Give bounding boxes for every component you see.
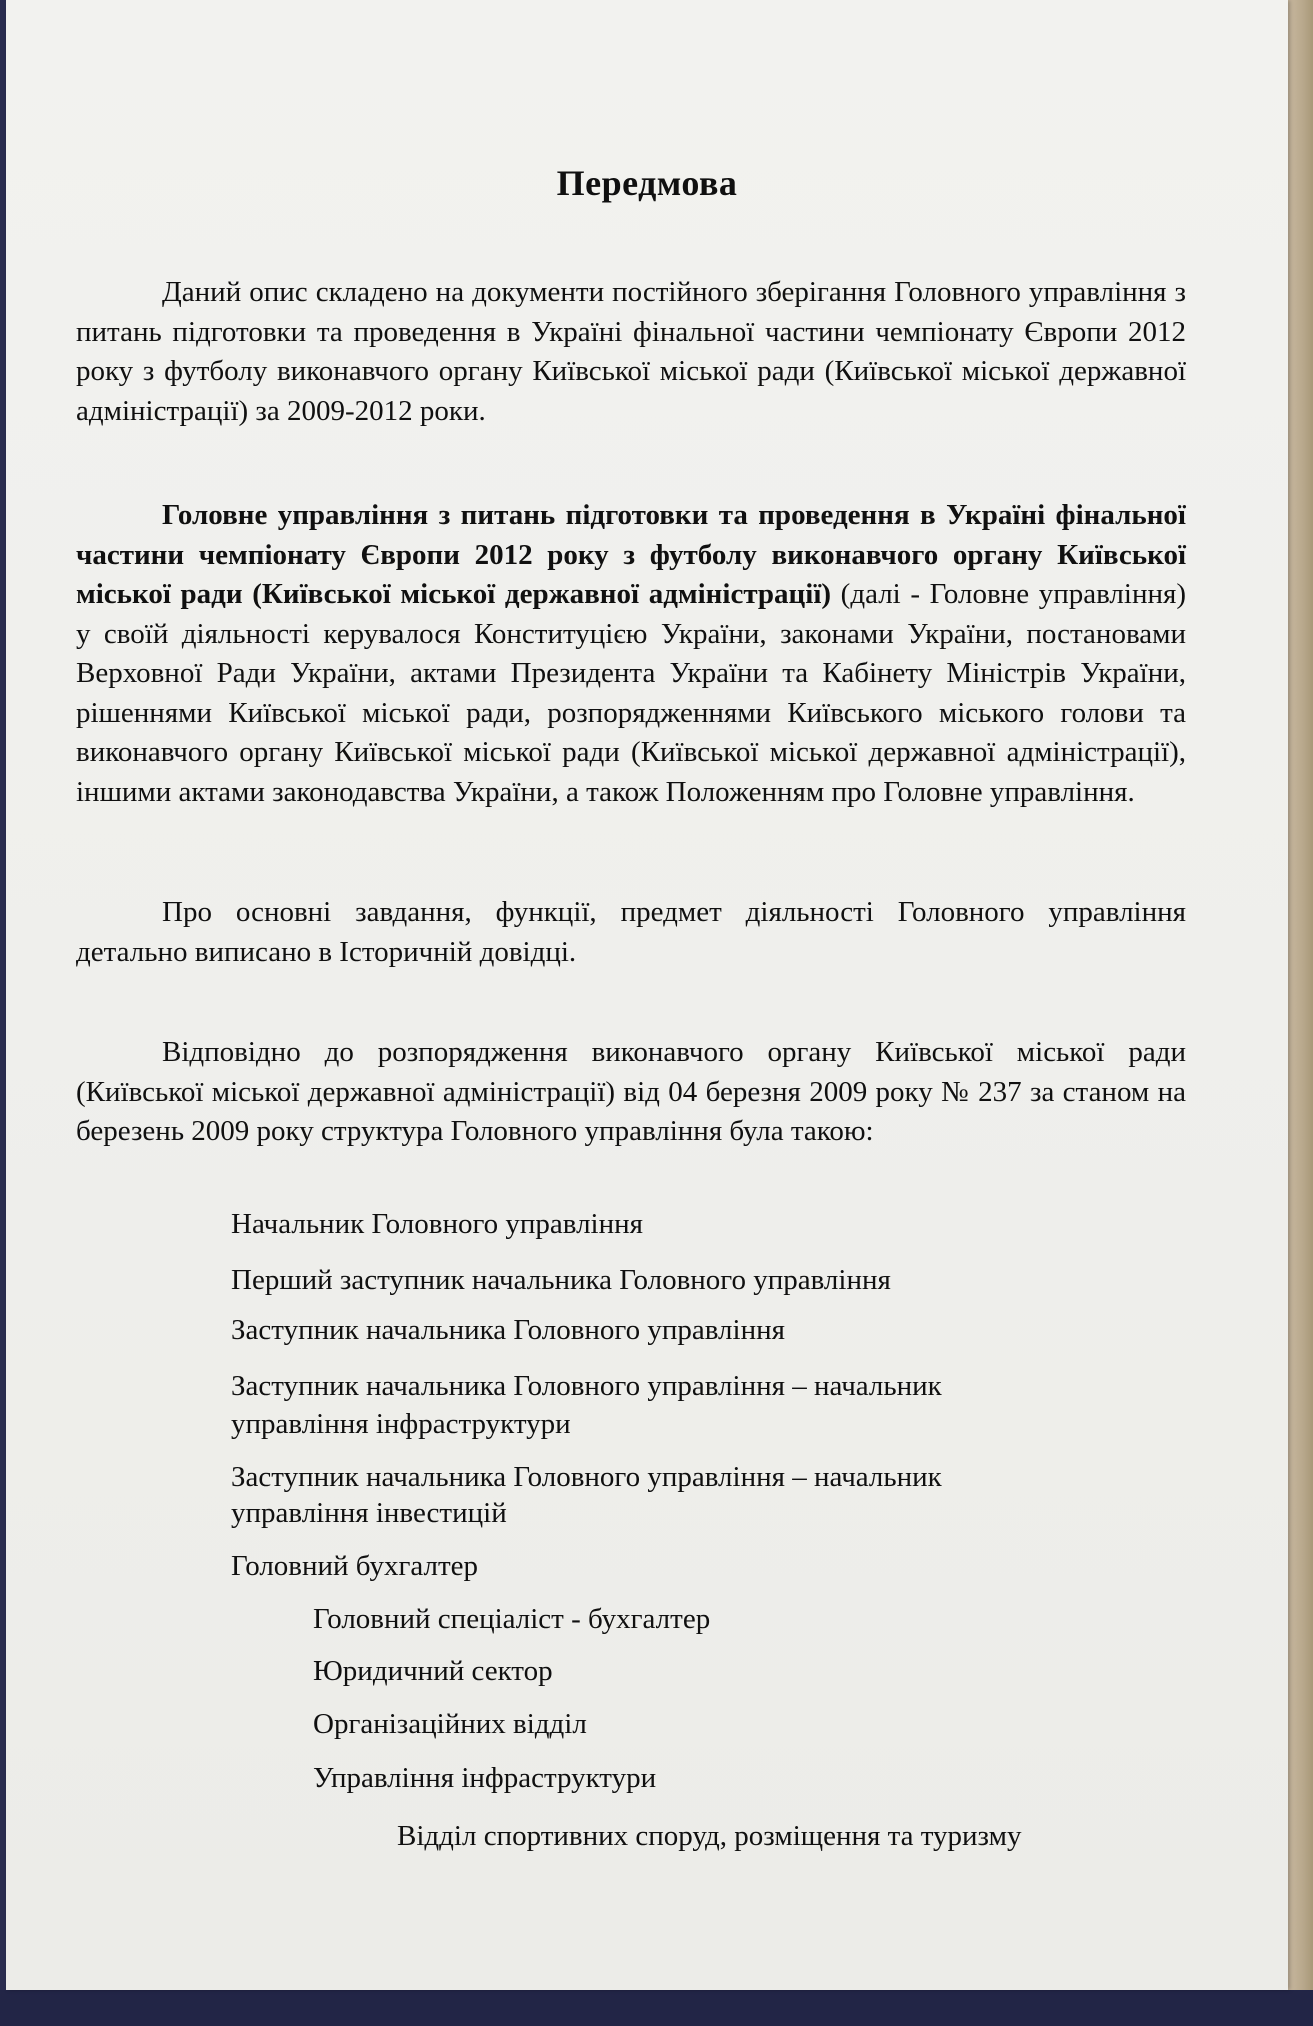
structure-item: Головний бухгалтер <box>231 1550 478 1582</box>
structure-item: управління інвестицій <box>231 1497 507 1529</box>
structure-item: Заступник начальника Головного управління – начальник <box>231 1461 942 1493</box>
backdrop-edge <box>1288 0 1313 2026</box>
structure-item: Начальник Головного управління <box>231 1208 643 1240</box>
page-title: Передмова <box>556 163 738 203</box>
structure-item: Відділ спортивних споруд, розміщення та туризму <box>397 1820 1022 1852</box>
authority-name: Головне управління з питань підготовки та проведення в Україні фінальної частини чемпіонату Європи 2012 року з футболу виконавчого органу Київської міської ради (Київської міської державної адміністрації) <box>76 499 1186 610</box>
order-paragraph: Відповідно до розпорядження виконавчого органу Київської міської ради (Київської міської державної адміністрації) від 04 березня 2009 року № 237 за станом на березень 2009 року структура Головного управління була такою: <box>76 1036 1186 1147</box>
structure-item: Організаційних відділ <box>313 1708 587 1740</box>
authority-paragraph <box>76 496 1186 812</box>
intro-paragraph: Даний опис складено на документи постійного зберігання Головного управління з питань підготовки та проведення в Україні фінальної частини чемпіонату Європи 2012 року з футболу виконавчого органу Київської міської ради (Київської міської державної адміністрації) за 2009-2012 роки. <box>76 276 1186 427</box>
structure-item: Управління інфраструктури <box>313 1762 657 1794</box>
structure-item: Перший заступник начальника Головного управління <box>231 1264 891 1296</box>
tasks-paragraph: Про основні завдання, функції, предмет діяльності Головного управління детально виписано в Історичній довідці. <box>76 896 1186 968</box>
authority-text: (далі - Головне управління) у своїй діяльності керувалося Конституцією України, законами України, постановами Верховної Ради України, актами Президента України та Кабінету Міністрів України, рішеннями Київської міської ради, розпорядженнями Київського міського голови та виконавчого органу Київської міської ради (Київської міської державної адміністрації), іншими актами законодавства України, а також Положенням про Головне управління. <box>76 578 1186 808</box>
structure-item: Заступник начальника Головного управління – начальник <box>231 1370 942 1402</box>
structure-item: Заступник начальника Головного управління <box>231 1314 785 1346</box>
backdrop-bottom <box>0 1990 1313 2026</box>
structure-item: Головний спеціаліст - бухгалтер <box>313 1603 711 1635</box>
structure-item: Юридичний сектор <box>313 1655 553 1687</box>
document-page <box>6 0 1288 1990</box>
structure-item: управління інфраструктури <box>231 1408 571 1440</box>
